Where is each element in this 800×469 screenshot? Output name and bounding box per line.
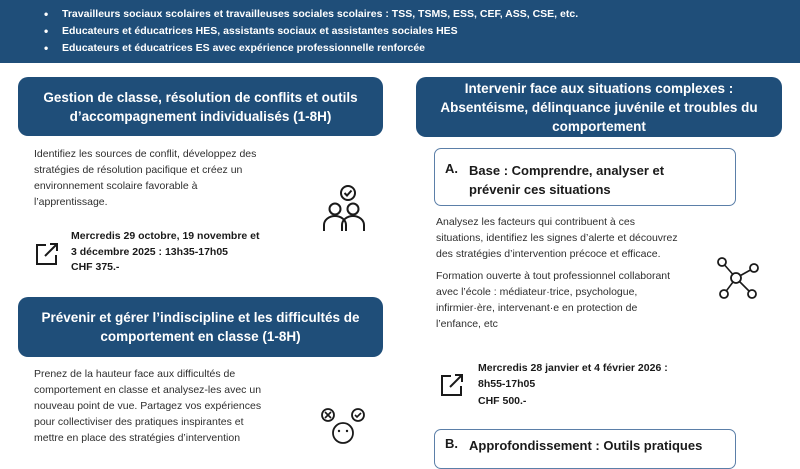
course3-schedule — [478, 361, 698, 410]
module-a-title-line: Base : Comprendre, analyser et — [469, 163, 665, 178]
course1-schedule-line: Mercredis 29 octobre, 19 novembre et — [71, 230, 260, 242]
course3-description-line: situations, identifiez les signes d’alerte et découvrez — [436, 232, 678, 244]
course3-description-line: Analysez les facteurs qui contribuent à ces — [436, 216, 636, 228]
course1-description-line: environnement scolaire favorable à — [34, 180, 198, 192]
course2-description-line: Prenez de la hauteur face aux difficultés de — [34, 368, 236, 380]
course2-title-line: Prévenir et gérer l’indiscipline et les difficultés de — [41, 310, 360, 325]
course1-description — [34, 146, 296, 210]
course3-description-line: des stratégies d’intervention précoce et efficace. — [436, 248, 661, 260]
course2-description-line: pour collectiviser des pratiques inspirantes et — [34, 416, 244, 428]
course2-title — [18, 297, 383, 357]
course1-schedule-line: 3 décembre 2025 : 13h35-17h05 — [71, 245, 229, 258]
module-a-box — [434, 148, 736, 206]
course3-audience-line: infirmier·ère, intervenant·e en protection de — [436, 302, 638, 314]
module-b-box — [434, 429, 736, 469]
course1-title — [18, 77, 383, 136]
audience-item: • Educateurs et éducatrices ES avec expérience professionnelle renforcée — [44, 40, 578, 57]
course1-price: CHF 375.- — [71, 261, 120, 273]
course3-audience-line: avec l’école : médiateur·trice, psychologue, — [436, 286, 638, 298]
group-check-icon — [318, 183, 370, 233]
module-a-letter: A. — [445, 161, 458, 176]
audience-item: • Travailleurs sociaux scolaires et travailleuses sociales scolaires : TSS, TSMS, ESS, CEF, ASS, CSE, etc. — [44, 6, 578, 23]
course2-description-line: mettre en place des stratégies d’intervention — [34, 432, 241, 444]
audience-item: • Educateurs et éducatrices HES, assistants sociaux et assistantes sociales HES — [44, 23, 578, 40]
module-a-title — [469, 161, 729, 199]
course1-description-line: Identifiez les sources de conflit, développez des — [34, 148, 257, 160]
course3-description — [436, 214, 718, 262]
course2-description — [34, 366, 296, 446]
module-b-title-line: Approfondissement : Outils pratiques — [469, 438, 703, 453]
course3-schedule-line: 8h55-17h05 — [478, 377, 536, 390]
course2-description-line: comportement en classe et analysez-les avec un — [34, 384, 262, 396]
course1-title-line: Gestion de classe, résolution de conflits et outils — [43, 89, 358, 105]
course3-title-line: Absentéisme, délinquance juvénile et troubles du — [440, 99, 758, 115]
course3-audience-line: Formation ouverte à tout professionnel collaborant — [436, 270, 671, 282]
audience-banner — [0, 0, 800, 63]
module-b-title — [469, 436, 729, 455]
course1-description-line: stratégies de résolution pacifique et créez un — [34, 164, 243, 176]
faces-icon — [318, 405, 370, 445]
course1-schedule — [71, 229, 291, 276]
course1-description-line: l’apprentissage. — [34, 196, 108, 208]
course3-title-line: Intervenir face aux situations complexes : — [464, 80, 734, 96]
network-icon — [714, 254, 762, 304]
course3-title — [416, 77, 782, 137]
course1-title-line: d’accompagnement individualisés (1-8H) — [69, 108, 332, 124]
course3-price: CHF 500.- — [478, 395, 527, 407]
course3-title-line: comportement — [552, 118, 646, 134]
course2-title-line: comportement en classe (1-8H) — [100, 329, 301, 344]
module-b-letter: B. — [445, 436, 458, 451]
audience-list — [44, 6, 578, 57]
external-link-icon[interactable] — [33, 240, 61, 268]
course3-schedule-line: Mercredis 28 janvier et 4 février 2026 : — [478, 362, 668, 374]
module-a-title-line: prévenir ces situations — [469, 182, 611, 197]
external-link-icon[interactable] — [438, 371, 466, 399]
course3-audience — [436, 268, 698, 332]
course2-description-line: nouveau point de vue. Partagez vos expériences — [34, 400, 262, 412]
course3-audience-line: l’enfance, etc — [436, 318, 498, 330]
